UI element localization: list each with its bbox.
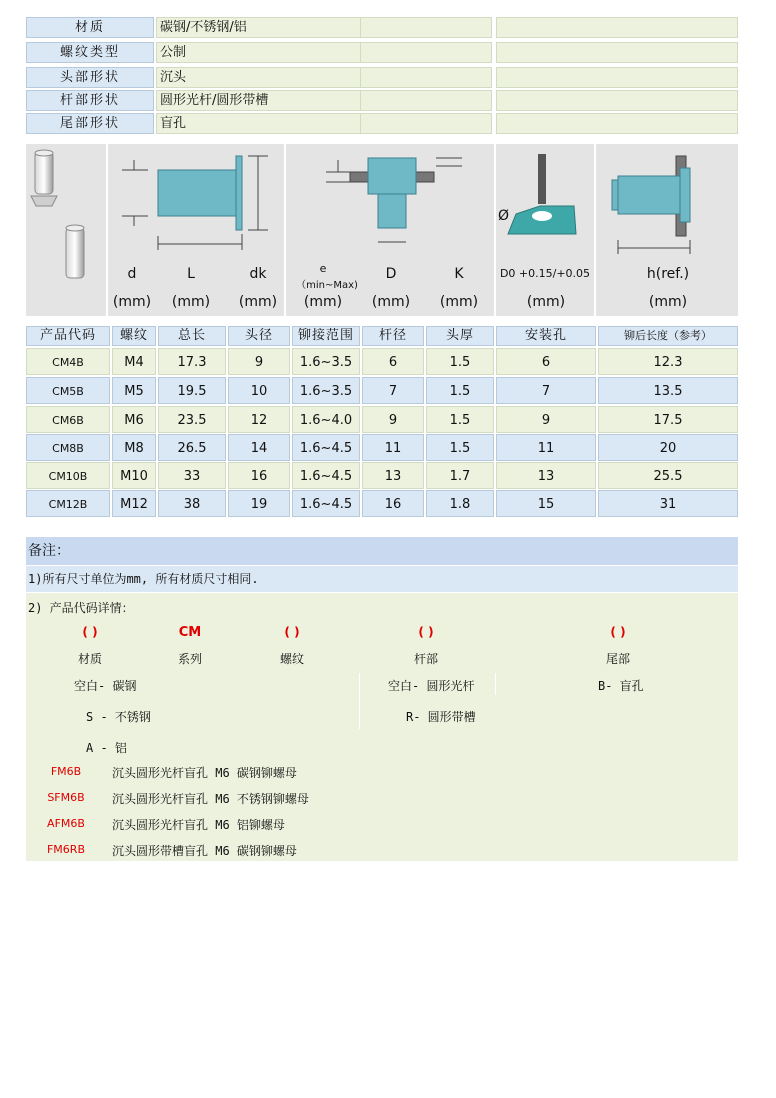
cell-head-thick: 1.5 bbox=[426, 434, 494, 461]
spec-value: 沉头 bbox=[156, 67, 380, 88]
label-e: e bbox=[319, 262, 327, 275]
cell-code: CM8B bbox=[26, 434, 110, 461]
spec-empty-cell bbox=[360, 113, 492, 134]
cell-length: 17.3 bbox=[158, 348, 226, 375]
example-desc: 沉头圆形光杆盲孔 M6 不锈钢铆螺母 bbox=[112, 792, 309, 806]
cell-length: 23.5 bbox=[158, 406, 226, 433]
unit-label: (mm) bbox=[648, 294, 688, 310]
col-header: 头径 bbox=[228, 326, 290, 346]
code-part-name: 材质 bbox=[77, 652, 102, 666]
cell-head-thick: 1.7 bbox=[426, 462, 494, 489]
label-L: L bbox=[187, 266, 195, 282]
divider bbox=[359, 673, 360, 729]
divider bbox=[495, 673, 496, 695]
cell-thread: M8 bbox=[112, 434, 156, 461]
cell-head-thick: 1.5 bbox=[426, 406, 494, 433]
spec-label: 尾部形状 bbox=[26, 113, 154, 134]
cell-length: 19.5 bbox=[158, 377, 226, 404]
cell-head-thick: 1.5 bbox=[426, 348, 494, 375]
cell-head-dia: 19 bbox=[228, 490, 290, 517]
cell-head-dia: 14 bbox=[228, 434, 290, 461]
tail-option: B- 盲孔 bbox=[598, 679, 644, 693]
spec-value: 盲孔 bbox=[156, 113, 380, 134]
spec-value: 碳钢/不锈钢/铝 bbox=[156, 17, 380, 38]
spec-value: 圆形光杆/圆形带槽 bbox=[156, 90, 380, 111]
table-row bbox=[26, 462, 738, 489]
cell-head-thick: 1.8 bbox=[426, 490, 494, 517]
cell-installed: 31 bbox=[598, 490, 738, 517]
label-K: K bbox=[454, 266, 464, 282]
spec-empty-cell bbox=[360, 42, 492, 63]
example-code: FM6RB bbox=[46, 843, 85, 856]
cell-shank: 11 bbox=[362, 434, 424, 461]
example-desc: 沉头圆形光杆盲孔 M6 铝铆螺母 bbox=[112, 818, 285, 832]
unit-label: (mm) bbox=[526, 294, 566, 310]
cell-thread: M5 bbox=[112, 377, 156, 404]
cell-head-dia: 16 bbox=[228, 462, 290, 489]
col-header: 铆后长度（参考） bbox=[598, 326, 738, 346]
table-row bbox=[26, 434, 738, 461]
spec-label: 材质 bbox=[26, 17, 154, 38]
cell-thread: M10 bbox=[112, 462, 156, 489]
table-row bbox=[26, 490, 738, 517]
label-D: D bbox=[385, 266, 397, 282]
code-part-mark: ( ) bbox=[610, 625, 626, 639]
cell-code: CM5B bbox=[26, 377, 110, 404]
spec-empty-cell bbox=[496, 113, 738, 134]
cell-thread: M6 bbox=[112, 406, 156, 433]
cell-shank: 13 bbox=[362, 462, 424, 489]
code-part-name: 系列 bbox=[177, 652, 202, 666]
example-code: FM6B bbox=[50, 765, 82, 778]
cell-grip: 1.6~3.5 bbox=[292, 348, 360, 375]
cell-hole: 7 bbox=[496, 377, 596, 404]
spec-empty-cell bbox=[360, 17, 492, 38]
col-header: 螺纹 bbox=[112, 326, 156, 346]
code-part-name: 尾部 bbox=[605, 652, 630, 666]
cell-code: CM6B bbox=[26, 406, 110, 433]
spec-empty-cell bbox=[360, 67, 492, 88]
cell-hole: 9 bbox=[496, 406, 596, 433]
material-option: 空白- 碳钢 bbox=[74, 679, 137, 693]
drill-hole-drawing bbox=[496, 146, 594, 256]
table-row bbox=[26, 406, 738, 433]
cell-shank: 6 bbox=[362, 348, 424, 375]
cell-length: 38 bbox=[158, 490, 226, 517]
cell-head-dia: 12 bbox=[228, 406, 290, 433]
cell-hole: 13 bbox=[496, 462, 596, 489]
spec-empty-cell bbox=[496, 90, 738, 111]
cell-installed: 13.5 bbox=[598, 377, 738, 404]
cell-hole: 11 bbox=[496, 434, 596, 461]
cell-head-thick: 1.5 bbox=[426, 377, 494, 404]
cell-grip: 1.6~4.5 bbox=[292, 462, 360, 489]
code-part-mark: ( ) bbox=[82, 625, 98, 639]
note-code-details: 2) 产品代码详情： bbox=[28, 601, 134, 615]
label-dk: dk bbox=[249, 266, 267, 282]
spec-value: 公制 bbox=[156, 42, 380, 63]
cell-code: CM10B bbox=[26, 462, 110, 489]
cell-code: CM12B bbox=[26, 490, 110, 517]
cell-shank: 16 bbox=[362, 490, 424, 517]
cell-installed: 25.5 bbox=[598, 462, 738, 489]
code-part-mark: CM bbox=[178, 625, 202, 640]
cell-shank: 9 bbox=[362, 406, 424, 433]
table-row bbox=[26, 348, 738, 375]
spec-row bbox=[26, 113, 738, 134]
spec-label: 杆部形状 bbox=[26, 90, 154, 111]
shank-option: R- 圆形带槽 bbox=[406, 710, 476, 724]
notes-body bbox=[26, 593, 738, 861]
rivet-nut-photo bbox=[26, 146, 106, 286]
table-row bbox=[26, 377, 738, 404]
cell-hole: 6 bbox=[496, 348, 596, 375]
spec-empty-cell bbox=[496, 67, 738, 88]
length-dimension-drawing bbox=[108, 146, 284, 256]
unit-label: (mm) bbox=[171, 294, 211, 310]
col-header: 安装孔 bbox=[496, 326, 596, 346]
cell-grip: 1.6~4.0 bbox=[292, 406, 360, 433]
code-part-name: 杆部 bbox=[413, 652, 438, 666]
cell-head-dia: 9 bbox=[228, 348, 290, 375]
label-D0: D0 +0.15/+0.05 bbox=[499, 267, 591, 280]
unit-label: (mm) bbox=[112, 294, 152, 310]
example-desc: 沉头圆形带槽盲孔 M6 碳钢铆螺母 bbox=[112, 844, 297, 858]
code-part-name: 螺纹 bbox=[279, 652, 304, 666]
label-e-range: （min~Max) bbox=[296, 280, 358, 291]
spec-row bbox=[26, 90, 738, 111]
notes-title: 备注： bbox=[26, 537, 738, 565]
material-option: S - 不锈钢 bbox=[86, 710, 151, 724]
material-option: A - 铝 bbox=[86, 741, 127, 755]
cell-grip: 1.6~3.5 bbox=[292, 377, 360, 404]
spec-label: 头部形状 bbox=[26, 67, 154, 88]
head-dimension-drawing bbox=[286, 146, 494, 256]
spec-empty-cell bbox=[360, 90, 492, 111]
cell-length: 33 bbox=[158, 462, 226, 489]
cell-grip: 1.6~4.5 bbox=[292, 490, 360, 517]
col-header: 铆接范围 bbox=[292, 326, 360, 346]
col-header: 头厚 bbox=[426, 326, 494, 346]
spec-row bbox=[26, 42, 738, 63]
cell-installed: 12.3 bbox=[598, 348, 738, 375]
example-code: SFM6B bbox=[47, 791, 85, 804]
label-d: d bbox=[127, 266, 137, 282]
unit-label: (mm) bbox=[439, 294, 479, 310]
cell-head-dia: 10 bbox=[228, 377, 290, 404]
cell-grip: 1.6~4.5 bbox=[292, 434, 360, 461]
spec-empty-cell bbox=[496, 17, 738, 38]
spec-label: 螺纹类型 bbox=[26, 42, 154, 63]
col-header: 总长 bbox=[158, 326, 226, 346]
code-part-mark: ( ) bbox=[418, 625, 434, 639]
label-h: h(ref.) bbox=[646, 266, 690, 282]
cell-installed: 17.5 bbox=[598, 406, 738, 433]
installed-drawing bbox=[596, 146, 738, 256]
code-part-mark: ( ) bbox=[284, 625, 300, 639]
spec-row bbox=[26, 67, 738, 88]
cell-shank: 7 bbox=[362, 377, 424, 404]
cell-hole: 15 bbox=[496, 490, 596, 517]
unit-label: (mm) bbox=[371, 294, 411, 310]
cell-code: CM4B bbox=[26, 348, 110, 375]
phi-symbol: Ø bbox=[498, 208, 510, 224]
example-desc: 沉头圆形光杆盲孔 M6 碳钢铆螺母 bbox=[112, 766, 297, 780]
unit-label: (mm) bbox=[238, 294, 278, 310]
cell-thread: M12 bbox=[112, 490, 156, 517]
note-units: 1)所有尺寸单位为mm, 所有材质尺寸相同. bbox=[26, 566, 738, 592]
cell-length: 26.5 bbox=[158, 434, 226, 461]
example-code: AFM6B bbox=[47, 817, 85, 830]
spec-empty-cell bbox=[496, 42, 738, 63]
cell-installed: 20 bbox=[598, 434, 738, 461]
unit-label: (mm) bbox=[303, 294, 343, 310]
col-header: 产品代码 bbox=[26, 326, 110, 346]
cell-thread: M4 bbox=[112, 348, 156, 375]
col-header: 杆径 bbox=[362, 326, 424, 346]
spec-row bbox=[26, 17, 738, 38]
shank-option: 空白- 圆形光杆 bbox=[388, 679, 475, 693]
